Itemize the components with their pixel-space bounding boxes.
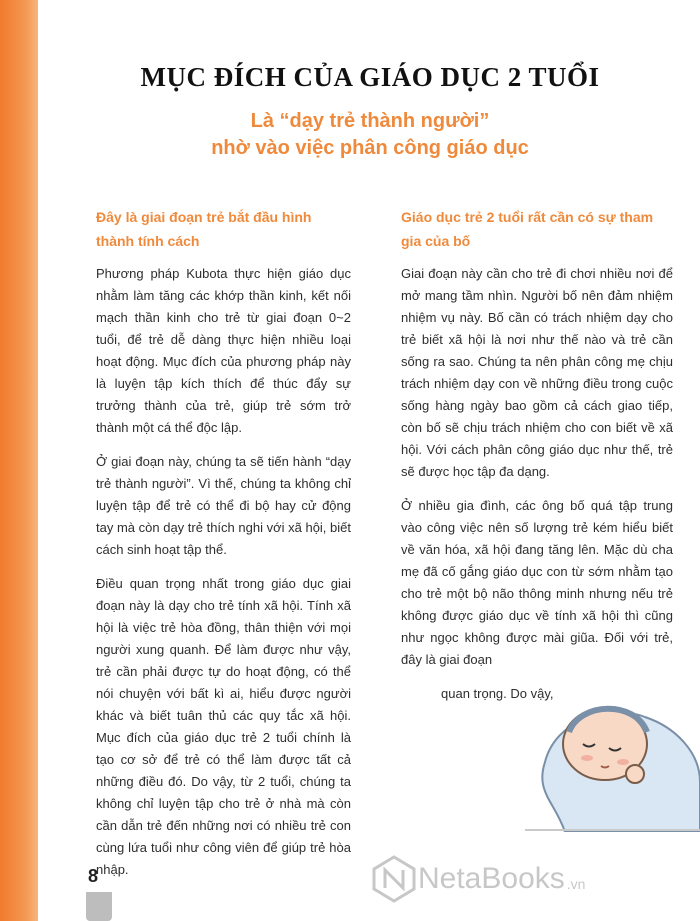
right-column <box>401 205 673 717</box>
left-heading: Đây là giai đoạn trẻ bắt đầu hình thành tính cách <box>96 209 312 249</box>
netabooks-logo-icon <box>370 855 418 903</box>
page-number: 8 <box>88 866 99 886</box>
sleeping-baby-illustration <box>525 682 700 832</box>
watermark <box>370 855 585 903</box>
right-paragraph-tail: quan trọng. Do vậy, <box>441 686 554 701</box>
right-paragraph-1: Giai đoạn này cần cho trẻ đi chơi nhiều nơi để mở mang tầm nhìn. Người bố nên đảm nhiệm nhiệm vụ này. Bố cần có trách nhiệm dạy cho trẻ biết xã hội là nơi như thế nào và trẻ cần sống ra sao. Chúng ta nên phân công mẹ chịu trách nhiệm dạy con về những điều trong cuộc sống hàng ngày bao gồm cả cách giao tiếp, còn bố sẽ chịu trách nhiệm cho con biết về xã hội. Với cách phân công giáo dục như thế, trẻ sẽ được học tập đa dạng. <box>401 266 673 479</box>
right-heading: Giáo dục trẻ 2 tuổi rất cần có sự tham gia của bố <box>401 209 654 249</box>
page-number-tab <box>86 892 112 921</box>
watermark-suffix: .vn <box>566 876 586 892</box>
left-column <box>96 205 351 893</box>
subtitle-line-2: nhờ vào việc phân công giáo dục <box>211 137 529 159</box>
right-paragraph-2: Ở nhiều gia đình, các ông bố quá tập trung vào công việc nên số lượng trẻ kém hiểu biết về văn hóa, xã hội đang tăng lên. Mặc dù cha mẹ đã cố gắng giáo dục con từ sớm nhằm tạo cho trẻ một bộ não thông minh nhưng nếu trẻ không được giáo dục về tính xã hội thì cũng như ngọc không được mài giũa. Đối với trẻ, đây là giai đoạn <box>401 498 673 667</box>
orange-side-band <box>0 0 38 921</box>
subtitle-line-1: Là “dạy trẻ thành người” <box>250 110 490 132</box>
left-paragraph-1: Phương pháp Kubota thực hiện giáo dục nhằm làm tăng các khớp thần kinh, kết nối mạch thần kinh cho trẻ từ giai đoạn 0~2 tuổi, để trẻ dễ dàng thực hiện nhiều loại hoạt động. Mục đích của phương pháp này là luyện tập kích thích để thúc đẩy sự trưởng thành của trẻ, giúp trẻ sớm trở thành một cá thể độc lập. <box>96 266 351 435</box>
left-paragraph-2: Ở giai đoạn này, chúng ta sẽ tiến hành “dạy trẻ thành người”. Vì thế, chúng ta không chỉ luyện tập để trẻ có thể đi bộ hay cử động tay mà còn dạy trẻ thích nghi với xã hội, biết cách sinh hoạt tập thể. <box>96 454 351 557</box>
left-paragraph-3: Điều quan trọng nhất trong giáo dục giai đoạn này là dạy cho trẻ tính xã hội. Tính xã hội là việc trẻ hòa đồng, thân thiện với mọi người xung quanh. Để làm được như vậy, trẻ cần phải được tự do hoạt động, có thể nói chuyện với bất kì ai, hiểu được người khác và biết tuân thủ các quy tắc xã hội. Mục đích của giáo dục trẻ 2 tuổi chính là tạo cơ sở để trẻ có thể làm được tất cả những điều đó. Do vậy, từ 2 tuổi, chúng ta không chỉ luyện tập cho trẻ ở nhà mà còn cần dẫn trẻ đến những nơi có nhiều trẻ con cùng lứa tuổi như công viên để giúp trẻ hòa nhập. <box>96 576 351 877</box>
page-title: MỤC ĐÍCH CỦA GIÁO DỤC 2 TUỔI <box>140 62 600 92</box>
watermark-brand: NetaBooks <box>418 862 565 895</box>
